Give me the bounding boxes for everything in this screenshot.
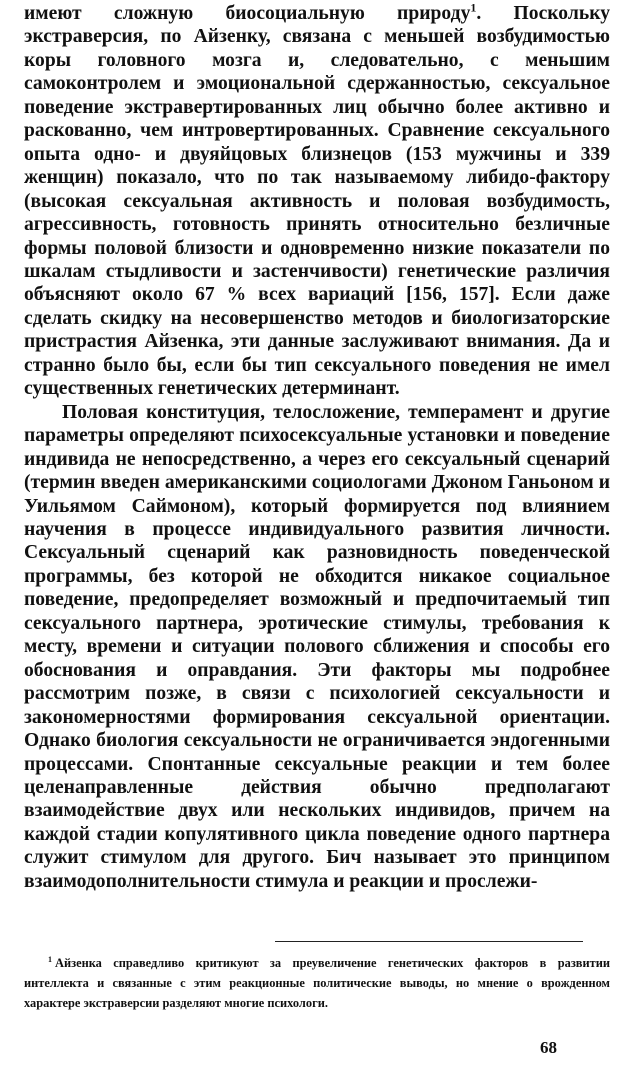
footnotes — [24, 954, 610, 1013]
footnote-separator — [275, 941, 583, 942]
footnote-marker: 1 — [48, 954, 52, 964]
footnote-text: Айзенка справедливо критикуют за преувеличение генетических факторов в развитии интеллекта и связанные с этим реакционные политические выводы, но мнение о врожденном характере экстраверсии разделяют многие психологи. — [24, 956, 610, 1010]
paragraph-1 — [24, 2, 610, 401]
page-number: 68 — [540, 1038, 557, 1057]
footnote-reference: 1 — [470, 0, 477, 15]
paragraph-1-rest: . Поскольку экстраверсия, по Айзенку, связана с меньшей возбудимостью коры головного мозга и, следовательно, с меньшим самоконтролем и эмоциональной сдержанностью, сексуальное поведение экстравертированных лиц обычно более активно и раскованно, чем интровертированных. Сравнение сексуального опыта одно- и двуяйцовых близнецов (153 мужчины и 339 женщин) показало, что по так называемому либидо-фактору (высокая сексуальная активность и половая возбудимость, агрессивность, готовность принять относительно безличные формы половой близости и одновременно низкие показатели по шкалам стыдливости и застенчивости) генетические различия объясняют около 67 % всех вариаций [156, 157]. Если даже сделать скидку на несовершенство методов и биологизаторские пристрастия Айзенка, эти данные заслуживают внимания. Да и странно было бы, если бы тип сексуального поведения не имел существенных генетических детерминант. — [24, 3, 610, 400]
footnote-1 — [24, 954, 610, 1013]
paragraph-2: Половая конституция, телосложение, темперамент и другие параметры определяют психосексуальные установки и поведение индивида не непосредственно, а через его сексуальный сценарий (термин введен американскими социологами Джоном Ганьоном и Уильямом Саймоном), который формируется под влиянием научения в процессе индивидуального развития личности. Сексуальный сценарий как разновидность поведенческой программы, без которой не обходится никакое социальное поведение, предопределяет возможный и предпочитаемый тип сексуального партнера, эротические стимулы, требования к месту, времени и ситуации полового сближения и способы его обоснования и оправдания. Эти факторы мы подробнее рассмотрим позже, в связи с психологией сексуальности и закономерностями формирования сексуальной ориентации. Однако биология сексуальности не ограничивается эндогенными процессами. Спонтанные сексуальные реакции и тем более целенаправленные действия обычно предполагают взаимодействие двух или нескольких индивидов, причем на каждой стадии копулятивного цикла поведение одного партнера служит стимулом для другого. Бич называет это принципом взаимодополнительности стимула и реакции и прослежи- — [24, 401, 610, 892]
body-text — [24, 2, 610, 893]
paragraph-1-start: имеют сложную биосоциальную природу — [24, 3, 471, 24]
